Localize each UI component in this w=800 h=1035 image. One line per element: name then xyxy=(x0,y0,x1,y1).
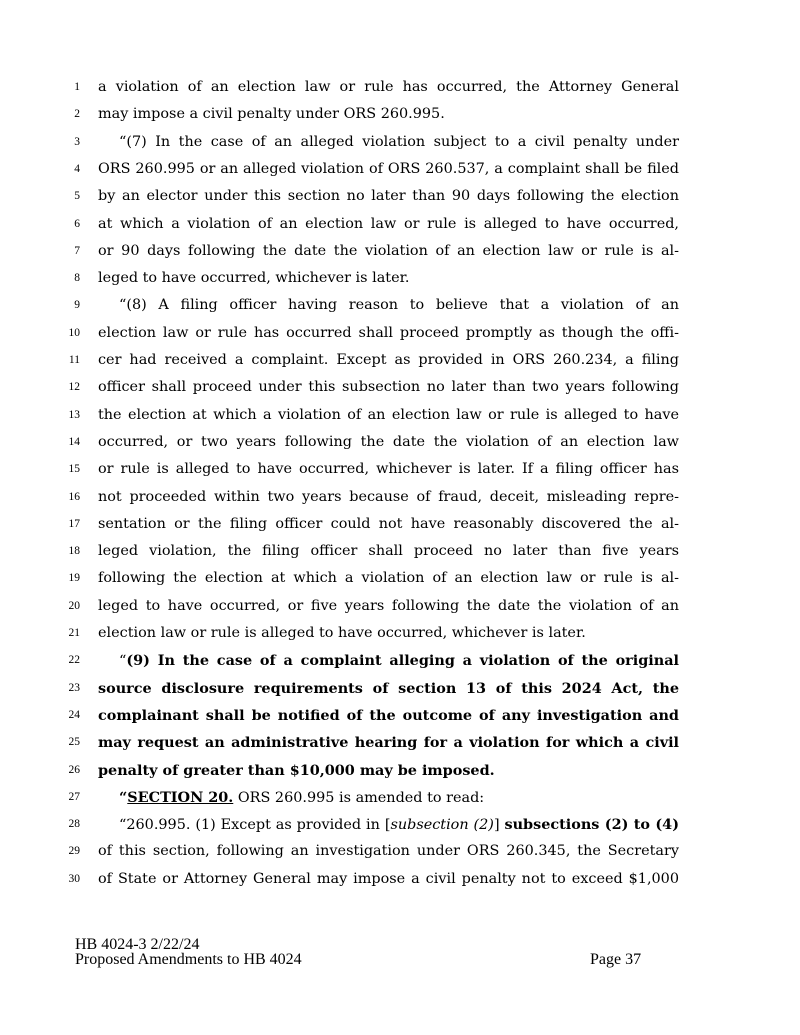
line-text xyxy=(98,374,679,401)
text-segment: SECTION 20. xyxy=(127,788,234,806)
line-number: 29 xyxy=(68,845,80,858)
line-text xyxy=(98,129,679,156)
text-segment: occurred, or two years following the date the violation of an election law xyxy=(98,433,679,450)
text-segment: following the election at which a violation of an election law or rule is al- xyxy=(98,570,679,587)
text-segment: the election at which a violation of an election law or rule is alleged to have xyxy=(98,406,679,423)
text-segment: (9) In the case of a complaint alleging a violation of the original xyxy=(126,652,679,670)
line-text xyxy=(98,565,679,592)
text-segment: leged to have occurred, whichever is later. xyxy=(98,270,410,287)
text-segment: of this section, following an investigation under ORS 260.345, the Secretary xyxy=(98,843,679,860)
line-text xyxy=(98,74,679,101)
document-line xyxy=(0,74,800,101)
line-text xyxy=(98,265,679,292)
line-number: 27 xyxy=(68,790,80,803)
text-segment: source disclosure requirements of section 13 of this 2024 Act, the xyxy=(98,679,679,697)
document-line xyxy=(0,374,800,401)
document-line xyxy=(0,784,800,811)
document-line xyxy=(0,538,800,565)
line-number: 18 xyxy=(68,545,80,558)
line-number: 2 xyxy=(74,108,80,121)
line-text xyxy=(98,238,679,265)
line-text xyxy=(98,838,679,865)
footer-doc-title: Proposed Amendments to HB 4024 xyxy=(75,951,302,968)
document-line xyxy=(0,647,800,674)
line-number: 16 xyxy=(68,490,80,503)
text-segment: leged to have occurred, or five years following the date the violation of an xyxy=(98,597,679,614)
line-text xyxy=(98,484,679,511)
line-number: 12 xyxy=(68,381,80,394)
document-line xyxy=(0,565,800,592)
text-segment: leged violation, the filing officer shall proceed no later than five years xyxy=(98,543,679,560)
line-number: 11 xyxy=(68,354,80,366)
line-text xyxy=(98,320,679,347)
line-text xyxy=(98,429,679,456)
text-segment: “(8) A filing officer having reason to believe that a violation of an xyxy=(119,297,679,314)
line-number: 22 xyxy=(68,654,80,667)
document-line xyxy=(0,320,800,347)
line-number: 1 xyxy=(74,81,80,93)
line-text xyxy=(98,620,679,647)
line-number: 3 xyxy=(74,135,80,148)
text-segment: penalty of greater than $10,000 may be imposed. xyxy=(98,761,495,779)
text-segment: or 90 days following the date the violation of an election law or rule is al- xyxy=(98,242,679,259)
line-number: 24 xyxy=(68,708,80,721)
text-segment: cer had received a complaint. Except as provided in ORS 260.234, a filing xyxy=(98,352,679,368)
line-text xyxy=(98,347,679,374)
document-line xyxy=(0,484,800,511)
document-line xyxy=(0,838,800,865)
line-text xyxy=(98,811,679,839)
document-line xyxy=(0,156,800,183)
line-text xyxy=(98,183,679,210)
line-number: 9 xyxy=(74,299,80,312)
line-number: 21 xyxy=(68,627,80,639)
line-number: 30 xyxy=(68,872,80,885)
line-number: 10 xyxy=(68,326,80,339)
text-segment: “(7) In the case of an alleged violation subject to a civil penalty under xyxy=(119,133,679,150)
text-segment: a violation of an election law or rule has occurred, the Attorney General xyxy=(98,79,679,95)
text-segment: may request an administrative hearing for a violation for which a civil xyxy=(98,734,679,752)
text-segment: ] xyxy=(493,817,505,834)
document-line xyxy=(0,101,800,128)
line-text xyxy=(98,538,679,565)
document-line xyxy=(0,675,800,702)
text-segment: “ xyxy=(119,788,128,806)
line-text xyxy=(98,511,679,538)
text-segment: by an elector under this section no later than 90 days following the election xyxy=(98,188,679,205)
document-line xyxy=(0,292,800,319)
text-segment: of State or Attorney General may impose a civil penalty not to exceed $1,000 xyxy=(98,870,679,887)
line-text xyxy=(98,729,679,757)
line-number: 6 xyxy=(74,217,80,230)
line-text xyxy=(98,675,679,703)
document-line xyxy=(0,211,800,238)
line-text xyxy=(98,702,679,730)
text-segment: not proceeded within two years because of fraud, deceit, misleading repre- xyxy=(98,488,679,505)
line-text xyxy=(98,647,679,675)
document-line xyxy=(0,402,800,429)
line-text xyxy=(98,456,679,483)
line-text xyxy=(98,156,679,183)
document-line xyxy=(0,183,800,210)
text-segment: officer shall proceed under this subsection no later than two years following xyxy=(98,379,679,396)
document-line xyxy=(0,702,800,729)
document-line xyxy=(0,238,800,265)
text-segment: ORS 260.995 or an alleged violation of ORS 260.537, a complaint shall be filed xyxy=(98,160,679,177)
text-segment: “ xyxy=(119,653,127,670)
text-segment: or rule is alleged to have occurred, whichever is later. If a filing officer has xyxy=(98,461,679,478)
text-segment: subsections (2) to (4) xyxy=(504,816,680,834)
document-line xyxy=(0,429,800,456)
line-text xyxy=(98,593,679,620)
document-line xyxy=(0,265,800,292)
document-line xyxy=(0,347,800,374)
text-segment: sentation or the filing officer could not have reasonably discovered the al- xyxy=(98,515,679,532)
line-number: 15 xyxy=(68,463,80,476)
text-segment: complainant shall be notified of the outcome of any investigation and xyxy=(98,706,679,724)
line-text xyxy=(98,757,679,785)
text-segment: ORS 260.995 is amended to read: xyxy=(233,789,485,806)
line-number: 23 xyxy=(68,681,80,694)
line-number: 25 xyxy=(68,736,80,749)
line-text xyxy=(98,101,679,128)
document-line xyxy=(0,456,800,483)
document-line xyxy=(0,593,800,620)
line-number: 28 xyxy=(68,818,80,831)
text-segment: subsection (2) xyxy=(390,817,494,834)
footer-page-number: Page 37 xyxy=(590,951,642,968)
line-number: 14 xyxy=(68,435,80,448)
line-text xyxy=(98,866,679,893)
line-number: 20 xyxy=(68,599,80,612)
line-text xyxy=(98,292,679,319)
document-line xyxy=(0,620,800,647)
line-number: 13 xyxy=(68,408,80,421)
document-line xyxy=(0,811,800,838)
text-segment: election law or rule has occurred shall proceed promptly as though the offi- xyxy=(98,324,679,341)
line-text xyxy=(98,784,679,812)
line-text xyxy=(98,402,679,429)
text-segment: “260.995. (1) Except as provided in [ xyxy=(119,817,391,834)
document-line xyxy=(0,129,800,156)
document-line xyxy=(0,511,800,538)
document-line xyxy=(0,757,800,784)
line-text xyxy=(98,211,679,238)
line-number: 26 xyxy=(68,763,80,776)
line-number: 5 xyxy=(74,190,80,203)
text-segment: election law or rule is alleged to have occurred, whichever is later. xyxy=(98,625,586,641)
line-number: 7 xyxy=(74,244,80,257)
footer-doc-id: HB 4024-3 2/22/24 xyxy=(75,936,200,953)
text-segment: may impose a civil penalty under ORS 260.995. xyxy=(98,106,445,123)
text-segment: at which a violation of an election law or rule is alleged to have occurred, xyxy=(98,215,679,232)
line-number: 17 xyxy=(68,517,80,530)
line-number: 19 xyxy=(68,572,80,585)
document-line xyxy=(0,866,800,893)
document-line xyxy=(0,729,800,756)
line-number: 4 xyxy=(74,162,80,175)
line-number: 8 xyxy=(74,272,80,285)
